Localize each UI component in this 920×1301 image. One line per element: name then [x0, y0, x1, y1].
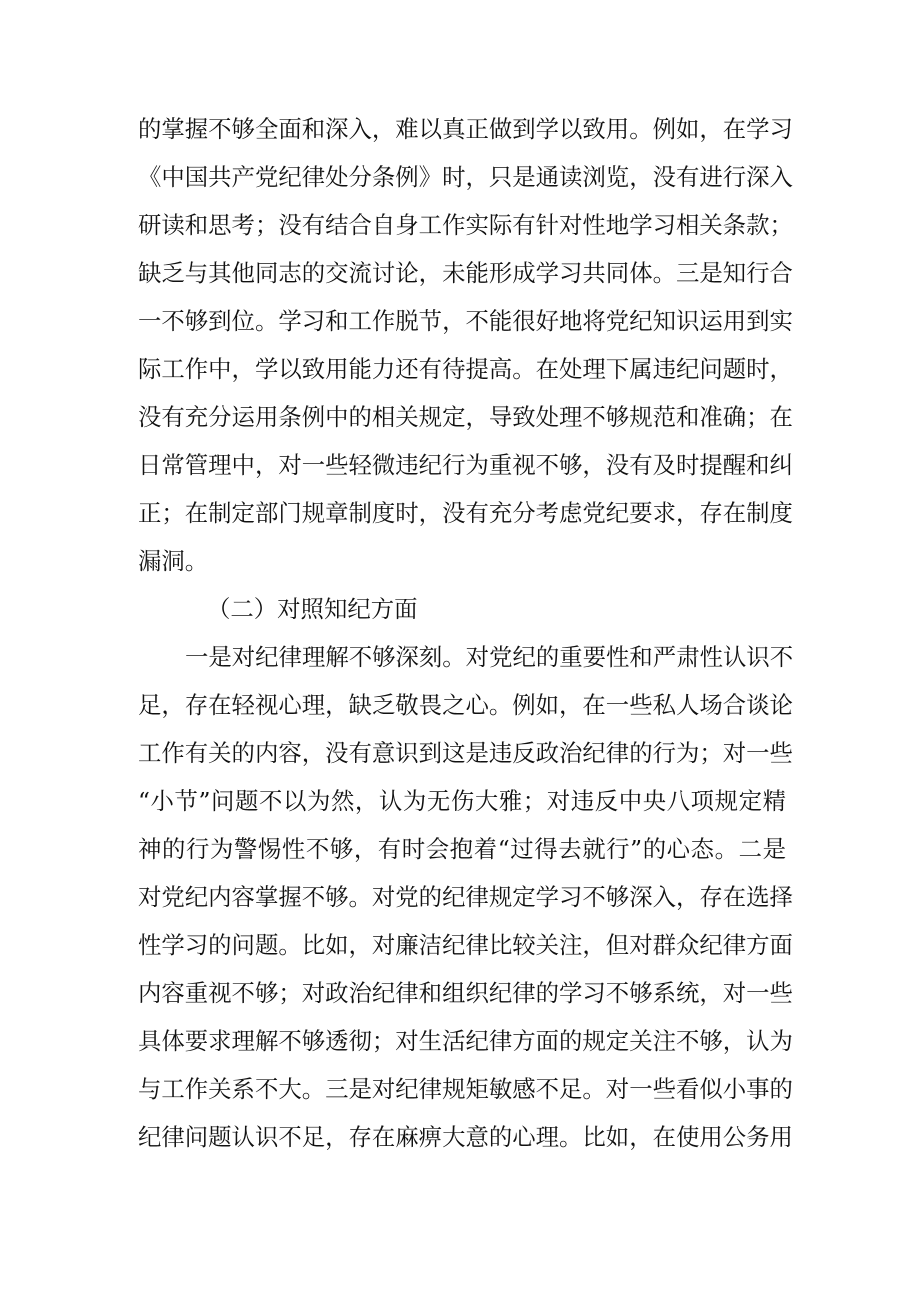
- paragraph-1-line-6: 际工作中，学以致用能力还有待提高。在处理下属违纪问题时，: [138, 355, 793, 383]
- paragraph-2-line-2: 足，存在轻视心理，缺乏敬畏之心。例如，在一些私人场合谈论: [138, 691, 793, 719]
- paragraph-2-line-1: 一是对纪律理解不够深刻。对党纪的重要性和严肃性认识不: [185, 643, 794, 671]
- paragraph-1-line-10: 漏洞。: [138, 547, 209, 575]
- paragraph-2-line-10: 与工作关系不大。三是对纪律规矩敏感不足。对一些看似小事的: [138, 1075, 793, 1103]
- paragraph-2-line-9: 具体要求理解不够透彻；对生活纪律方面的规定关注不够，认为: [138, 1027, 793, 1055]
- paragraph-2-line-11: 纪律问题认识不足，存在麻痹大意的心理。比如，在使用公务用: [138, 1123, 793, 1151]
- paragraph-1-line-3: 研读和思考；没有结合自身工作实际有针对性地学习相关条款；: [138, 211, 793, 239]
- paragraph-2-line-3: 工作有关的内容，没有意识到这是违反政治纪律的行为；对一些: [138, 739, 793, 767]
- paragraph-2-line-6: 对党纪内容掌握不够。对党的纪律规定学习不够深入，存在选择: [138, 883, 793, 911]
- paragraph-2-line-5: 神的行为警惕性不够，有时会抱着“过得去就行”的心态。二是: [138, 835, 786, 863]
- paragraph-2-line-8: 内容重视不够；对政治纪律和组织纪律的学习不够系统，对一些: [138, 979, 793, 1007]
- paragraph-1-line-1: 的掌握不够全面和深入，难以真正做到学以致用。例如，在学习: [138, 115, 793, 143]
- paragraph-1-line-2: 《中国共产党纪律处分条例》时，只是通读浏览，没有进行深入: [138, 163, 793, 191]
- paragraph-2-line-4: “小节”问题不以为然，认为无伤大雅；对违反中央八项规定精: [138, 787, 786, 815]
- paragraph-1-line-9: 正；在制定部门规章制度时，没有充分考虑党纪要求，存在制度: [138, 499, 793, 527]
- paragraph-1-line-8: 日常管理中，对一些轻微违纪行为重视不够，没有及时提醒和纠: [138, 451, 793, 479]
- paragraph-1-line-5: 一不够到位。学习和工作脱节，不能很好地将党纪知识运用到实: [138, 307, 793, 335]
- paragraph-2-line-7: 性学习的问题。比如，对廉洁纪律比较关注，但对群众纪律方面: [138, 931, 793, 959]
- section-heading: （二）对照知纪方面: [207, 595, 418, 623]
- paragraph-1-line-7: 没有充分运用条例中的相关规定，导致处理不够规范和准确；在: [138, 403, 793, 431]
- paragraph-1-line-4: 缺乏与其他同志的交流讨论，未能形成学习共同体。三是知行合: [138, 259, 793, 287]
